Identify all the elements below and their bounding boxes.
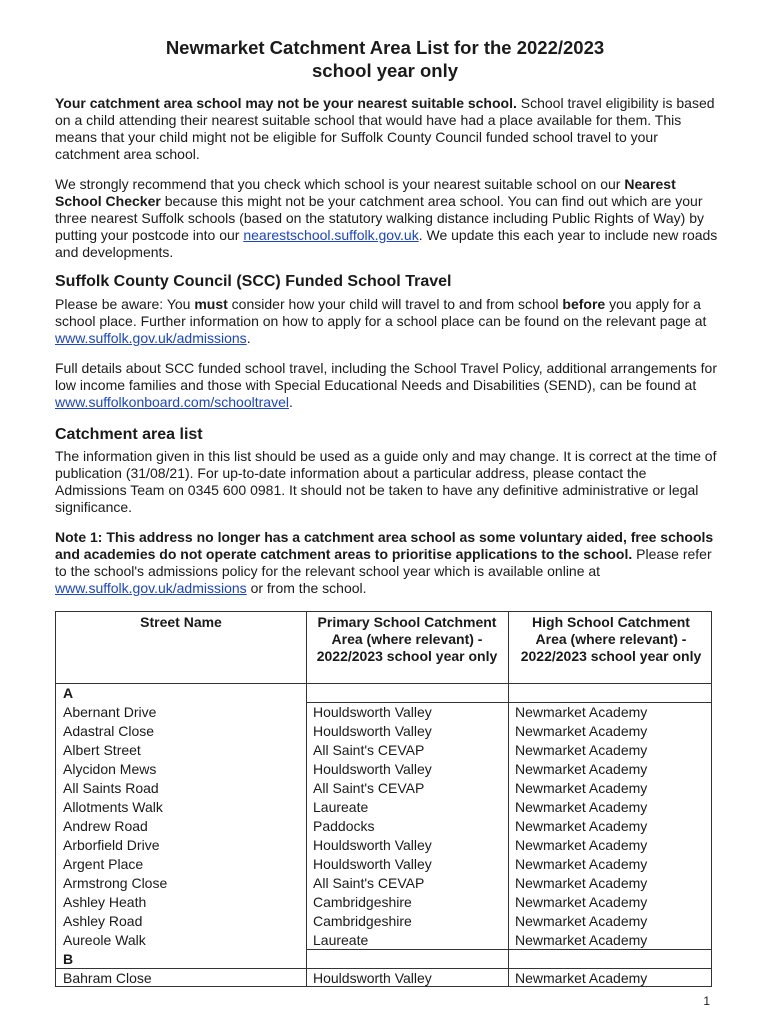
table-section-row <box>56 950 711 969</box>
table-row <box>56 969 711 988</box>
title-line-1: Newmarket Catchment Area List for the 2022/2023 <box>165 37 605 58</box>
nearest-school-checker-label: Nearest School Checker <box>55 176 676 209</box>
cell-high: Newmarket Academy <box>515 875 648 891</box>
note-1-bold: Note 1: This address no longer has a catchment area school as some voluntary aided, free schools and academies do not operate catchment areas to prioritise applications to the school. <box>55 529 714 562</box>
cell-primary: Houldsworth Valley <box>313 837 432 853</box>
cell-street: Allotments Walk <box>63 799 163 815</box>
travel-p2-end: . <box>288 394 293 410</box>
intro-text: School travel eligibility is based on a child attending their nearest suitable school that would have had a place available for them. This means that your child might not be eligible for Suffolk County Council funded school travel to your catchment area school. <box>55 95 715 162</box>
cell-primary: All Saint's CEVAP <box>313 780 425 796</box>
cell-street: Armstrong Close <box>63 875 168 891</box>
cell-high: Newmarket Academy <box>515 761 648 777</box>
table-row <box>56 703 711 722</box>
travel-text-d: . <box>246 330 251 346</box>
table-row <box>56 912 711 931</box>
note-admissions-link[interactable]: www.suffolk.gov.uk/admissions <box>55 580 247 596</box>
cell-street: Ashley Heath <box>63 894 147 910</box>
travel-must: must <box>194 296 228 312</box>
intro-bold: Your catchment area school may not be your nearest suitable school. <box>55 95 517 111</box>
cell-street: B <box>63 951 74 967</box>
travel-text-b: consider how your child will travel to and from school <box>227 296 563 312</box>
table-row <box>56 741 711 760</box>
cell-street: Argent Place <box>63 856 144 872</box>
cell-street: Andrew Road <box>63 818 148 834</box>
cell-primary: Houldsworth Valley <box>313 761 432 777</box>
cell-primary: Paddocks <box>313 818 375 834</box>
table-row <box>56 874 711 893</box>
title-line-2: school year only <box>312 60 458 81</box>
recommend-text-1: We strongly recommend that you check which school is your nearest suitable school on our <box>55 176 625 192</box>
cell-high: Newmarket Academy <box>515 742 648 758</box>
catchment-list-heading: Catchment area list <box>55 426 203 443</box>
cell-high: Newmarket Academy <box>515 704 648 720</box>
travel-before: before <box>562 296 606 312</box>
table-row <box>56 760 711 779</box>
cell-street: Alycidon Mews <box>63 761 157 777</box>
table-row <box>56 817 711 836</box>
table-row <box>56 893 711 912</box>
cell-high: Newmarket Academy <box>515 723 648 739</box>
school-travel-link[interactable]: www.suffolkonboard.com/schooltravel <box>55 394 289 410</box>
table-row <box>56 931 711 950</box>
catchment-list-paragraph: The information given in this list should be used as a guide only and may change. It is correct at the time of publication (31/08/21). For up-to-date information about a particular address, please contact the Admissions Team on 0345 600 0981. It should not be taken to have any definitive administrative or legal significance. <box>55 448 717 515</box>
recommend-text-2: because this might not be your catchment area school. You can find out which are your three nearest Suffolk schools (based on the statutory walking distance including Public Rights of Way) by putting your postcode into our <box>55 193 705 243</box>
table-row <box>56 779 711 798</box>
catchment-table <box>55 611 712 987</box>
table-row <box>56 855 711 874</box>
cell-street: Adastral Close <box>63 723 155 739</box>
travel-text-a: Please be aware: You <box>55 296 195 312</box>
cell-street: All Saints Road <box>63 780 159 796</box>
cell-primary: Laureate <box>313 932 369 948</box>
cell-street: Bahram Close <box>63 970 152 986</box>
funded-travel-heading: Suffolk County Council (SCC) Funded School Travel <box>55 273 452 290</box>
table-row <box>56 798 711 817</box>
cell-high: Newmarket Academy <box>515 932 648 948</box>
cell-high: Newmarket Academy <box>515 818 648 834</box>
page-number: 1 <box>703 994 710 1008</box>
note-1-text: Please refer to the school's admissions policy for the relevant school year which is available online at <box>55 546 712 579</box>
table-row <box>56 836 711 855</box>
cell-street: A <box>63 685 74 701</box>
table-section-row <box>56 684 711 703</box>
cell-primary: All Saint's CEVAP <box>313 742 425 758</box>
cell-primary: Houldsworth Valley <box>313 704 432 720</box>
admissions-link[interactable]: www.suffolk.gov.uk/admissions <box>55 330 247 346</box>
travel-text-c: you apply for a school place. Further information on how to apply for a school place can be found on the relevant page at <box>55 296 707 329</box>
cell-street: Aureole Walk <box>63 932 146 948</box>
cell-high: Newmarket Academy <box>515 780 648 796</box>
cell-primary: Houldsworth Valley <box>313 856 432 872</box>
recommend-text-3: . We update this each year to include new roads and developments. <box>55 227 718 260</box>
table-row <box>56 722 711 741</box>
cell-street: Abernant Drive <box>63 704 157 720</box>
cell-high: Newmarket Academy <box>515 799 648 815</box>
column-header-street: Street Name <box>140 614 222 630</box>
nearest-school-link[interactable]: nearestschool.suffolk.gov.uk <box>243 227 419 243</box>
cell-high: Newmarket Academy <box>515 837 648 853</box>
cell-primary: Cambridgeshire <box>313 913 412 929</box>
cell-primary: Houldsworth Valley <box>313 970 432 986</box>
note-1-end: or from the school. <box>246 580 367 596</box>
cell-street: Arborfield Drive <box>63 837 160 853</box>
cell-primary: Houldsworth Valley <box>313 723 432 739</box>
cell-street: Ashley Road <box>63 913 143 929</box>
funded-travel-paragraph-2 <box>55 360 720 411</box>
funded-travel-paragraph-1 <box>55 296 720 347</box>
note-1-paragraph <box>55 529 720 597</box>
column-header-primary: Primary School Catchment Area (where relevant) - 2022/2023 school year only <box>316 614 498 664</box>
recommend-paragraph <box>55 176 720 261</box>
cell-primary: Laureate <box>313 799 369 815</box>
travel-p2-text: Full details about SCC funded school travel, including the School Travel Policy, additional arrangements for low income families and those with Special Educational Needs and Disabilities (SEND), can be found at <box>55 360 717 393</box>
cell-primary: Cambridgeshire <box>313 894 412 910</box>
cell-high: Newmarket Academy <box>515 913 648 929</box>
cell-high: Newmarket Academy <box>515 856 648 872</box>
page-title <box>0 36 770 82</box>
cell-street: Albert Street <box>63 742 141 758</box>
cell-primary: All Saint's CEVAP <box>313 875 425 891</box>
cell-high: Newmarket Academy <box>515 894 648 910</box>
intro-paragraph <box>55 95 720 163</box>
cell-high: Newmarket Academy <box>515 970 648 986</box>
column-header-high: High School Catchment Area (where relevant) - 2022/2023 school year only <box>520 614 702 664</box>
